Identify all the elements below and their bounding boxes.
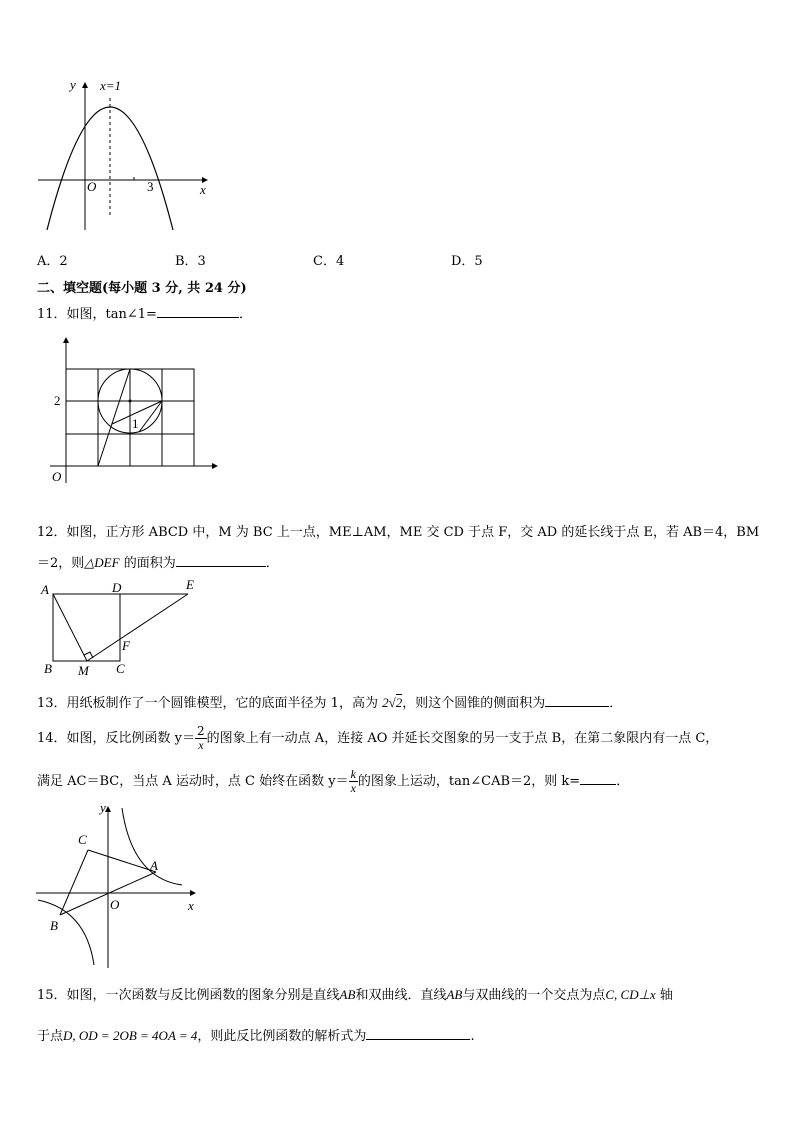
- q12-line2: ＝2，则△DEF 的面积为 ．: [37, 552, 279, 571]
- x-label: x: [200, 182, 206, 197]
- option-d: D．5: [451, 254, 483, 269]
- q11-end: ．: [238, 307, 252, 322]
- q14-line2: 满足 AC＝BC，当点 A 运动时，点 C 始终在函数 y＝ $\frac{k}{x}$ 的图象上运动，tan∠CAB＝2，则 k= ．: [37, 767, 630, 795]
- x-label: x: [188, 898, 194, 913]
- q15-answer-blank: [366, 1025, 470, 1040]
- label-b: B: [50, 918, 58, 933]
- square-abcd: [53, 594, 120, 661]
- segment-me: [87, 594, 188, 661]
- label-c: C: [116, 661, 125, 676]
- segment-am: [53, 594, 87, 661]
- parabola-curve: [47, 107, 173, 230]
- q14-answer-blank: [580, 770, 616, 785]
- label-d: D: [112, 580, 122, 595]
- label-f: F: [122, 638, 130, 653]
- option-b: B．3: [175, 254, 206, 269]
- label-a: A: [150, 858, 158, 873]
- q14-fraction-k-over-x: $\frac{k}{x}$: [350, 767, 356, 795]
- label-e: E: [186, 577, 194, 592]
- segment-bc: [60, 850, 88, 915]
- figure-square: [38, 577, 208, 677]
- label-m: M: [78, 663, 89, 677]
- y-label: y: [70, 77, 76, 92]
- y-label: y: [100, 800, 106, 815]
- hyperbola-branch-2: [38, 900, 94, 965]
- q13-value: 2√2: [382, 695, 403, 710]
- origin-label: O: [87, 179, 97, 194]
- y-axis-arrow: [82, 82, 88, 88]
- angle-1-label: 1: [132, 416, 139, 431]
- question-13: 13．用纸板制作了一个圆锥模型，它的底面半径为 1，高为 2√2，则这个圆锥的侧面积为 ．: [37, 692, 622, 711]
- q14-line1: 14．如图，反比例函数 y＝ $\frac{2}{x}$ 的图象上有一动点 A，连接 AO 并延长交图象的另一支于点 B，在第二象限内有一点 C，: [37, 724, 719, 752]
- q11-answer-blank: [157, 303, 239, 318]
- origin-label: O: [110, 897, 120, 912]
- q14-fraction-2-over-x: $\frac{2}{x}$: [197, 724, 205, 752]
- option-c: C．4: [313, 254, 345, 269]
- label-a: A: [41, 582, 49, 597]
- q12-triangle: △DEF: [84, 555, 120, 570]
- line-label: x=1: [100, 78, 122, 93]
- origin-label: O: [52, 469, 62, 484]
- q15-line2: 于点D, OD = 2OB = 4OA = 4，则此反比例函数的解析式为 .: [37, 1025, 475, 1044]
- q15-line1: 15．如图，一次函数与反比例函数的图象分别是直线AB和双曲线．直线AB与双曲线的一个交点为点C, CD⊥x 轴: [37, 987, 673, 1003]
- grid: [66, 369, 194, 466]
- option-a: A．2: [37, 254, 68, 269]
- figure-hyperbola: [30, 800, 210, 970]
- segment-ca: [88, 850, 156, 872]
- q12-answer-blank: [176, 552, 266, 567]
- tick-3-label: 3: [147, 179, 154, 194]
- q12-line1: 12．如图，正方形 ABCD 中，M 为 BC 上一点，ME⊥AM，ME 交 CD 于点 F，交 AD 的延长线于点 E，若 AB＝4，BM: [37, 525, 760, 540]
- figure-parabola: [30, 70, 220, 235]
- q11-text: 11．如图，tan∠1=: [37, 307, 157, 322]
- question-11: [37, 303, 252, 322]
- label-2: 2: [54, 393, 61, 408]
- figure-grid-circle: [40, 333, 230, 488]
- q13-answer-blank: [545, 692, 609, 707]
- section-heading: 二、填空题(每小题 3 分, 共 24 分): [37, 281, 247, 296]
- label-b: B: [44, 661, 52, 676]
- label-c: C: [78, 832, 87, 847]
